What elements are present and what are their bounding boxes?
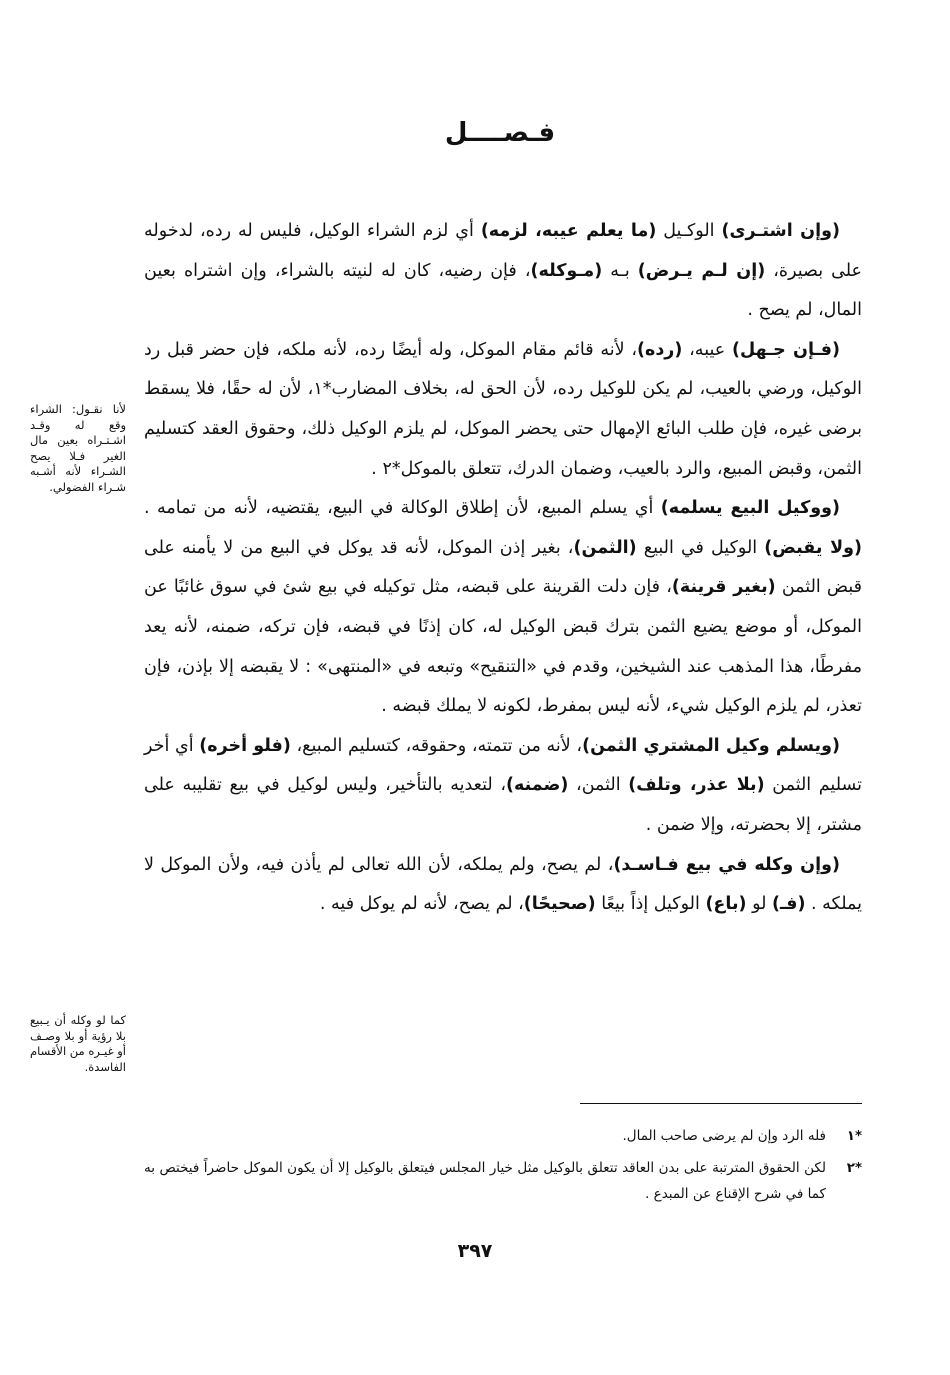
commentary-text: ، لم يصح، ولم يملكه، لأن الله تعالى لم يأذن فيه، ولأن الموكل لا يملكه . bbox=[144, 854, 862, 915]
footnote-marker: *٢ bbox=[846, 1160, 862, 1176]
bold-matn-text: (ضمنه) bbox=[506, 775, 569, 796]
commentary-text: ، لأنه من تتمته، وحقوقه، كتسليم المبيع، bbox=[290, 735, 583, 756]
footnote bbox=[144, 1123, 862, 1149]
paragraph bbox=[144, 846, 862, 925]
commentary-text: بـه bbox=[602, 260, 638, 281]
commentary-text: ، لأنه قائم مقام الموكل، وله أيضًا رده، لأنه ملكه، فإن حضر قبل رد الوكيل، ورضي بالعيب، لم يكن للوكيل رده، لأن الحق له، بخلاف المضارب*١، لأن له حقًا، فلا يسقط برضى غيره، فإن طلب البائع الإمهال حتى يحضر الموكل، لم يلزم الوكيل ذلك، وحقوق العقد كتسليم الثمن، وقبض المبيع، والرد بالعيب، وضمان الدرك، تتعلق بالموكل*٢ . bbox=[144, 339, 863, 479]
bold-matn-text: (وإن اشتـرى) bbox=[721, 221, 840, 241]
page-number: ٣٩٧ bbox=[457, 1240, 493, 1262]
bold-matn-text: (مـوكله) bbox=[530, 260, 603, 281]
bold-matn-text: (فـ) bbox=[772, 894, 806, 915]
commentary-text: لو bbox=[746, 894, 773, 915]
footnotes bbox=[144, 1123, 862, 1213]
margin-note: كما لو وكله أن يـبيع بلا رؤية أو بلا وصـف أو غيـره من الأقسام الفاسدة. bbox=[30, 1013, 126, 1074]
bold-matn-text: (ما يعلم عيبه، لزمه) bbox=[480, 221, 657, 241]
bold-matn-text: (إن لـم يـرض) bbox=[637, 260, 766, 281]
bold-matn-text: (رده) bbox=[637, 339, 683, 360]
margin-note: لأنا نقـول: الشراء وقع له وقـد اشـتـراه بعين مال الغير فـلا يصح الشـراء لأنه أشـبه شـراء الفضولي. bbox=[30, 402, 126, 494]
commentary-text: الوكيل إذاً بيعًا bbox=[595, 894, 706, 915]
paragraph bbox=[144, 212, 862, 331]
commentary-text: الوكيل في البيع bbox=[636, 537, 765, 558]
commentary-text: ، فإن رضيه، كان له لنيته بالشراء، وإن اشتراه بعين المال، لم يصح . bbox=[144, 260, 862, 321]
commentary-text: ، لم يصح، لأنه لم يوكل فيه . bbox=[319, 894, 524, 915]
commentary-text: الثمن، bbox=[568, 775, 629, 796]
commentary-text: عيبه، bbox=[682, 339, 732, 360]
commentary-text: الوكـيل bbox=[656, 221, 722, 241]
paragraph bbox=[144, 727, 862, 846]
paragraph bbox=[144, 331, 862, 489]
bold-matn-text: (فـإن جـهل) bbox=[731, 339, 840, 360]
footnote bbox=[144, 1155, 862, 1207]
footnote-text: لكن الحقوق المترتبة على بدن العاقد تتعلق بالوكيل مثل خيار المجلس فيتعلق بالوكيل إلا أن يكون الموكل حاضراً فيختص به كما في شرح الإقناع عن المبدع . bbox=[144, 1160, 826, 1202]
bold-matn-text: (بغير قرينة) bbox=[671, 577, 776, 598]
main-text bbox=[144, 212, 862, 925]
bold-matn-text: (باع) bbox=[705, 894, 747, 915]
bold-matn-text: (ووكيل البيع يسلمه) bbox=[660, 498, 840, 519]
section-heading: فـصــــل bbox=[444, 118, 556, 148]
commentary-text: أي يسلم المبيع، لأن إطلاق الوكالة في البيع، يقتضيه، لأنه من تمامه . bbox=[144, 498, 661, 519]
commentary-text: ، فإن دلت القرينة على قبضه، مثل توكيله في بيع شئ في سوق غائبًا عن الموكل، أو موضع يضيع الثمن بترك قبض الوكيل له، كان إذنًا في قبضه، فإن تركه، ضمنه، لأنه يعد مفرطًا، هذا المذهب عند الشيخين، وقدم في «التنقيح» وتبعه في «المنتهى» : لا يقبضه إلا بإذن، فإن تعذر، لم يلزم الوكيل شيء، لأنه ليس بمفرط، لكونه لا يملك قبضه . bbox=[144, 577, 862, 717]
bold-matn-text: (ولا يقبض) bbox=[764, 537, 863, 558]
bold-matn-text: (وإن وكله في بيع فـاسـد) bbox=[613, 854, 840, 875]
footnote-marker: *١ bbox=[846, 1128, 862, 1144]
commentary-text: أي لزم الشراء الوكيل، فليس له رده، لدخوله على بصيرة، bbox=[144, 221, 862, 281]
paragraph bbox=[144, 489, 862, 727]
commentary-text: ، بغير إذن الموكل، لأنه قد يوكل في البيع من لا يأمنه على قبض الثمن bbox=[144, 537, 862, 598]
bold-matn-text: (بلا عذر، وتلف) bbox=[628, 775, 765, 796]
commentary-text: ، لتعديه بالتأخير، وليس لوكيل في بيع تقليبه على مشتر، إلا بحضرته، وإلا ضمن . bbox=[144, 775, 862, 835]
commentary-text: أي أخر تسليم الثمن bbox=[144, 735, 862, 796]
bold-matn-text: (ويسلم وكيل المشتري الثمن) bbox=[582, 735, 840, 756]
footnote-separator bbox=[580, 1103, 862, 1104]
bold-matn-text: (فلو أخره) bbox=[199, 735, 291, 756]
bold-matn-text: (صحيحًا) bbox=[523, 894, 596, 915]
footnote-text: فله الرد وإن لم يرضى صاحب المال. bbox=[622, 1128, 826, 1144]
bold-matn-text: (الثمن) bbox=[573, 537, 637, 558]
